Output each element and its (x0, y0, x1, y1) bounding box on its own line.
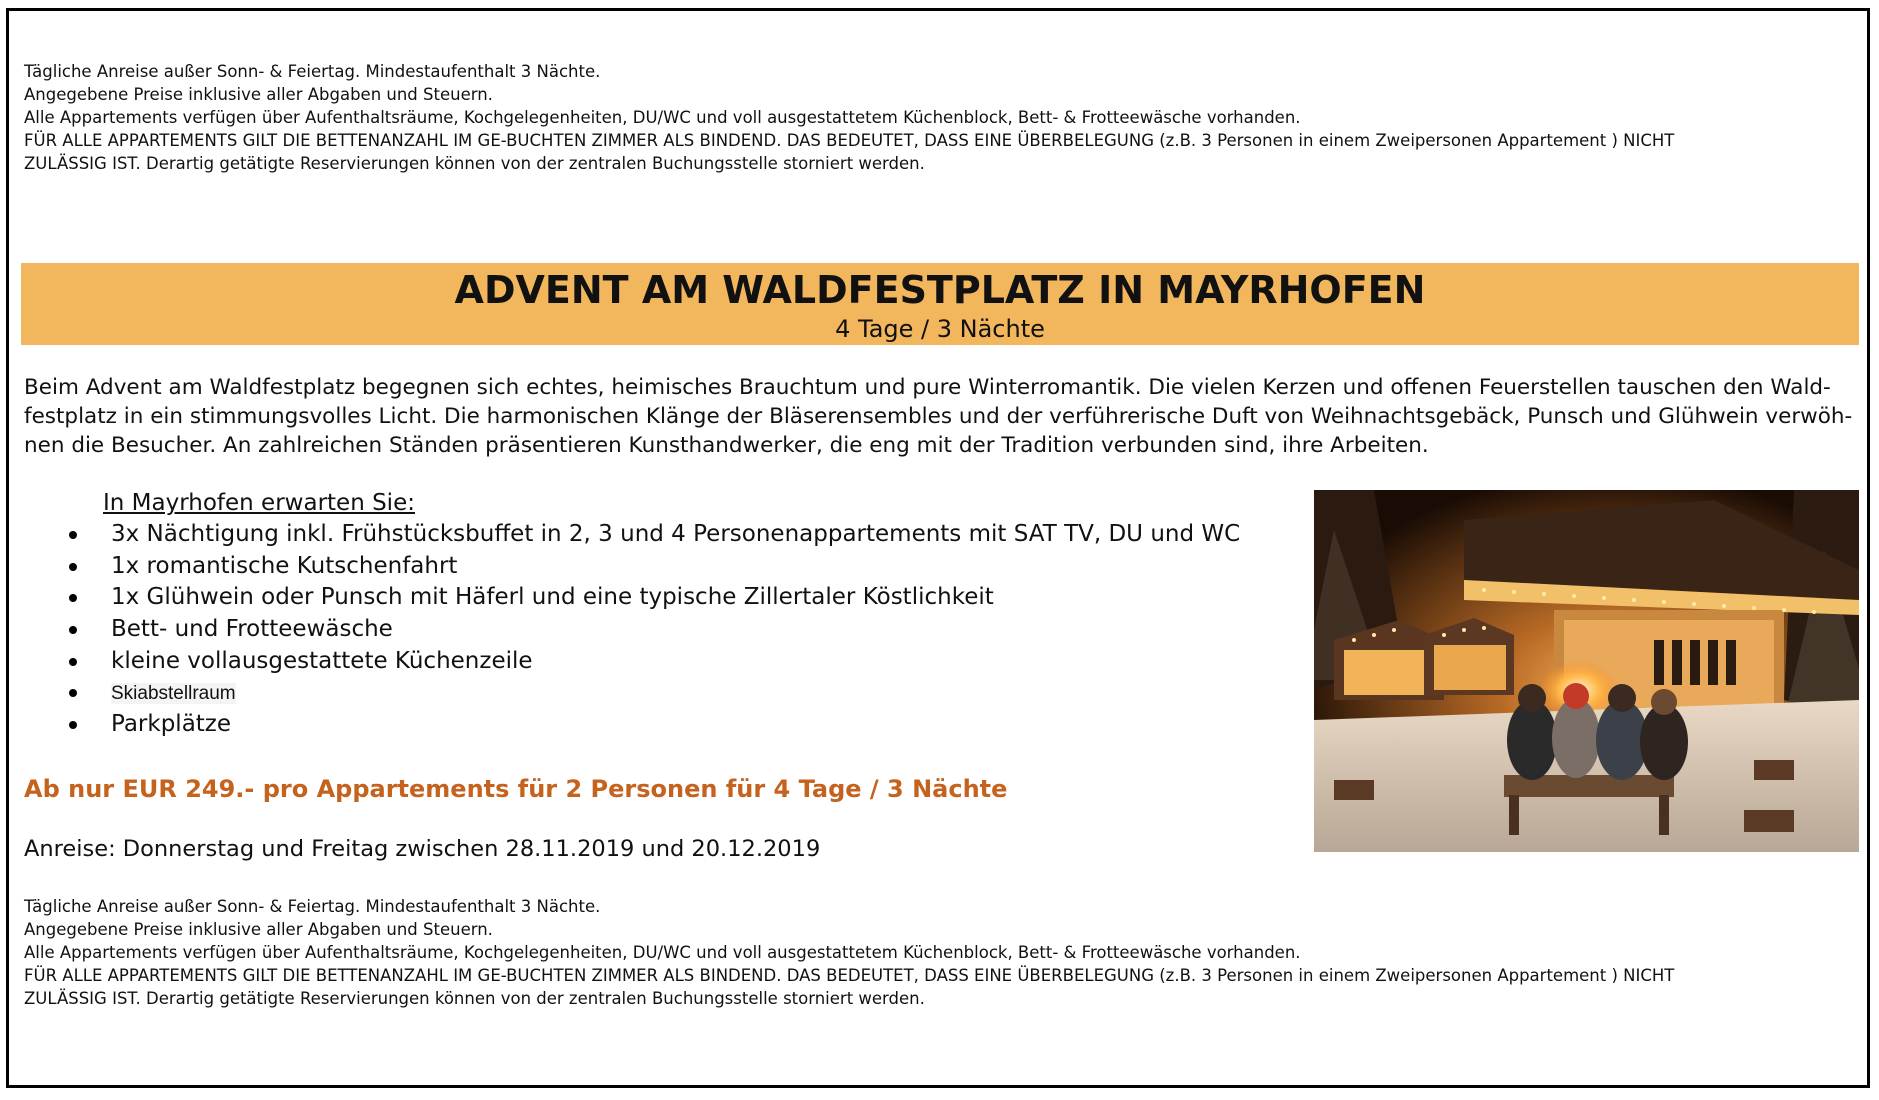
bullet-icon (69, 658, 77, 666)
bullet-icon (69, 626, 77, 634)
description-line: Beim Advent am Waldfestplatz begegnen sich echtes, heimisches Brauchtum und pure Winterromantik. Die vielen Kerzen und offenen Feuerstellen tauschen den Wald- (24, 375, 1831, 400)
bullet-icon (69, 594, 77, 602)
bullet-icon (69, 689, 77, 697)
note-line: ZULÄSSIG IST. Derartig getätigte Reservierungen können von der zentralen Buchungsstelle storniert werden. (24, 989, 925, 1008)
note-line: Angegebene Preise inklusive aller Abgaben und Steuern. (24, 85, 493, 104)
note-line: FÜR ALLE APPARTEMENTS GILT DIE BETTENANZAHL IM GE-BUCHTEN ZIMMER ALS BINDEND. DAS BEDEUTET, DASS EINE ÜBERBELEGUNG (z.B. 3 Personen in einem Zweipersonen Appartement ) NICHT (24, 131, 1675, 150)
price-offer: Ab nur EUR 249.- pro Appartements für 2 Personen für 4 Tage / 3 Nächte (24, 775, 1008, 803)
booking-notes-bottom (24, 895, 1854, 1010)
description-line: festplatz in ein stimmungsvolles Licht. Die harmonischen Klänge der Bläserensembles und der verführerische Duft von Weihnachtsgebäck, Punsch und Glühwein verwöh- (24, 404, 1853, 429)
bullet-icon (69, 531, 77, 539)
list-item: Bett- und Frotteewäsche (60, 613, 1300, 645)
note-line: Alle Appartements verfügen über Aufenthaltsräume, Kochgelegenheiten, DU/WC und voll ausgestattetem Küchenblock, Bett- & Frotteewäsche vorhanden. (24, 108, 1301, 127)
note-line: Alle Appartements verfügen über Aufenthaltsräume, Kochgelegenheiten, DU/WC und voll ausgestattetem Küchenblock, Bett- & Frotteewäsche vorhanden. (24, 943, 1301, 962)
offer-banner (21, 263, 1859, 345)
note-line: ZULÄSSIG IST. Derartig getätigte Reservierungen können von der zentralen Buchungsstelle storniert werden. (24, 154, 925, 173)
offer-description (24, 373, 1854, 460)
advent-market-photo (1314, 490, 1859, 852)
list-item: Skiabstellraum (60, 676, 1300, 708)
note-line: Angegebene Preise inklusive aller Abgaben und Steuern. (24, 920, 493, 939)
bullet-icon (69, 563, 77, 571)
bullet-icon (69, 721, 77, 729)
list-item: 1x romantische Kutschenfahrt (60, 550, 1300, 582)
booking-notes-top (24, 60, 1854, 175)
offer-title: ADVENT AM WALDFESTPLATZ IN MAYRHOFEN (454, 268, 1426, 312)
description-line: nen die Besucher. An zahlreichen Ständen präsentieren Kunsthandwerker, die eng mit der Tradition verbunden sind, ihre Arbeiten. (24, 433, 1429, 458)
list-item: 1x Glühwein oder Punsch mit Häferl und eine typische Zillertaler Köstlichkeit (60, 581, 1300, 613)
arrival-dates: Anreise: Donnerstag und Freitag zwischen 28.11.2019 und 20.12.2019 (24, 836, 821, 862)
list-item: kleine vollausgestattete Küchenzeile (60, 645, 1300, 677)
note-line: Tägliche Anreise außer Sonn- & Feiertag. Mindestaufenthalt 3 Nächte. (24, 62, 601, 81)
note-line: FÜR ALLE APPARTEMENTS GILT DIE BETTENANZAHL IM GE-BUCHTEN ZIMMER ALS BINDEND. DAS BEDEUTET, DASS EINE ÜBERBELEGUNG (z.B. 3 Personen in einem Zweipersonen Appartement ) NICHT (24, 966, 1675, 985)
list-item: 3x Nächtigung inkl. Frühstücksbuffet in 2, 3 und 4 Personenappartements mit SAT TV, DU und WC (60, 518, 1300, 550)
list-item: Parkplätze (60, 708, 1300, 740)
features-heading: In Mayrhofen erwarten Sie: (103, 490, 415, 516)
offer-duration: 4 Tage / 3 Nächte (835, 315, 1045, 343)
note-line: Tägliche Anreise außer Sonn- & Feiertag. Mindestaufenthalt 3 Nächte. (24, 897, 601, 916)
features-list (60, 518, 1300, 740)
